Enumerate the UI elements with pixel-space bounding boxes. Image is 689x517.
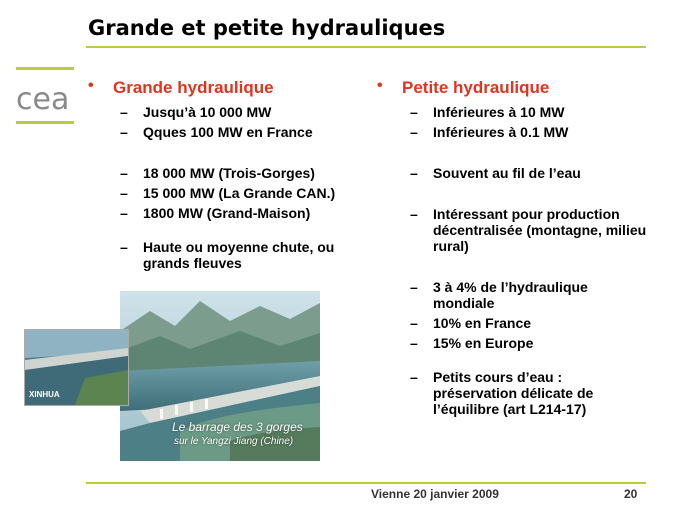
- list-item-text: Inférieures à 10 MW: [433, 104, 565, 120]
- list-item: [88, 205, 368, 221]
- dash-icon: –: [120, 185, 128, 201]
- right-column: [377, 78, 667, 417]
- footer-divider: [86, 482, 646, 484]
- slide-title: Grande et petite hydrauliques: [88, 16, 446, 40]
- list-item-text: Souvent au fil de l’eau: [433, 165, 581, 181]
- list-item: [88, 185, 368, 201]
- dash-icon: –: [410, 279, 418, 295]
- dash-icon: –: [120, 205, 128, 221]
- photo-caption: Le barrage des 3 gorges: [172, 420, 303, 434]
- logo-text: cea: [16, 82, 70, 117]
- xinhua-dam-photo: [24, 329, 129, 406]
- list-item-text: 15% en Europe: [433, 335, 534, 351]
- list-item-text: Qques 100 MW en France: [143, 124, 313, 140]
- list-item: [88, 124, 368, 140]
- dash-icon: –: [120, 124, 128, 140]
- list-item: [377, 165, 667, 181]
- footer-location-date: Vienne 20 janvier 2009: [371, 487, 499, 501]
- list-item-text: Petits cours d’eau : préservation délicate de l’équilibre (art L214-17): [433, 369, 594, 417]
- list-item-text: Intéressant pour production décentralisée (montagne, milieu rural): [433, 206, 647, 254]
- dash-icon: –: [120, 165, 128, 181]
- photo-caption-sub: sur le Yangzi Jiang (Chine): [174, 436, 294, 447]
- list-item: [377, 104, 667, 120]
- list-item: [377, 315, 667, 331]
- right-heading-text: Petite hydraulique: [402, 78, 550, 97]
- bullet-icon: •: [377, 77, 383, 94]
- dash-icon: –: [410, 206, 418, 222]
- page-number: 20: [624, 487, 638, 501]
- list-item-text: 10% en France: [433, 315, 532, 331]
- dash-icon: –: [410, 315, 418, 331]
- list-item: [88, 165, 368, 181]
- logo-top-bar: [16, 67, 74, 70]
- cea-logo-icon: [14, 79, 76, 119]
- dam-aerial-image: [25, 330, 128, 405]
- list-item: [88, 239, 383, 271]
- list-item: [377, 206, 653, 254]
- list-item-text: 18 000 MW (Trois-Gorges): [143, 165, 315, 181]
- left-heading-text: Grande hydraulique: [113, 78, 274, 97]
- list-item: [377, 335, 667, 351]
- dash-icon: –: [120, 239, 128, 255]
- list-item-text: Haute ou moyenne chute, ou grands fleuves: [143, 239, 335, 271]
- dash-icon: –: [410, 104, 418, 120]
- list-item: [377, 124, 667, 140]
- dash-icon: –: [410, 165, 418, 181]
- list-item-text: Jusqu’à 10 000 MW: [143, 104, 272, 120]
- right-heading: [377, 78, 667, 100]
- dash-icon: –: [410, 124, 418, 140]
- inset-label: XINHUA: [29, 390, 60, 399]
- logo-bottom-bar: [16, 121, 74, 124]
- list-item: [377, 369, 648, 417]
- list-item-text: 3 à 4% de l’hydraulique mondiale: [433, 279, 588, 311]
- dash-icon: –: [410, 369, 418, 385]
- list-item-text: 1800 MW (Grand-Maison): [143, 205, 311, 221]
- list-item: [88, 104, 368, 120]
- dash-icon: –: [120, 104, 128, 120]
- dam-images: [22, 291, 320, 461]
- cea-logo: [14, 67, 76, 127]
- left-heading: [88, 78, 368, 100]
- title-divider: [86, 46, 646, 48]
- bullet-icon: •: [88, 77, 94, 94]
- list-item-text: 15 000 MW (La Grande CAN.): [143, 185, 336, 201]
- dash-icon: –: [410, 335, 418, 351]
- list-item-text: Inférieures à 0.1 MW: [433, 124, 569, 140]
- left-column: [88, 78, 368, 271]
- list-item: [377, 279, 653, 311]
